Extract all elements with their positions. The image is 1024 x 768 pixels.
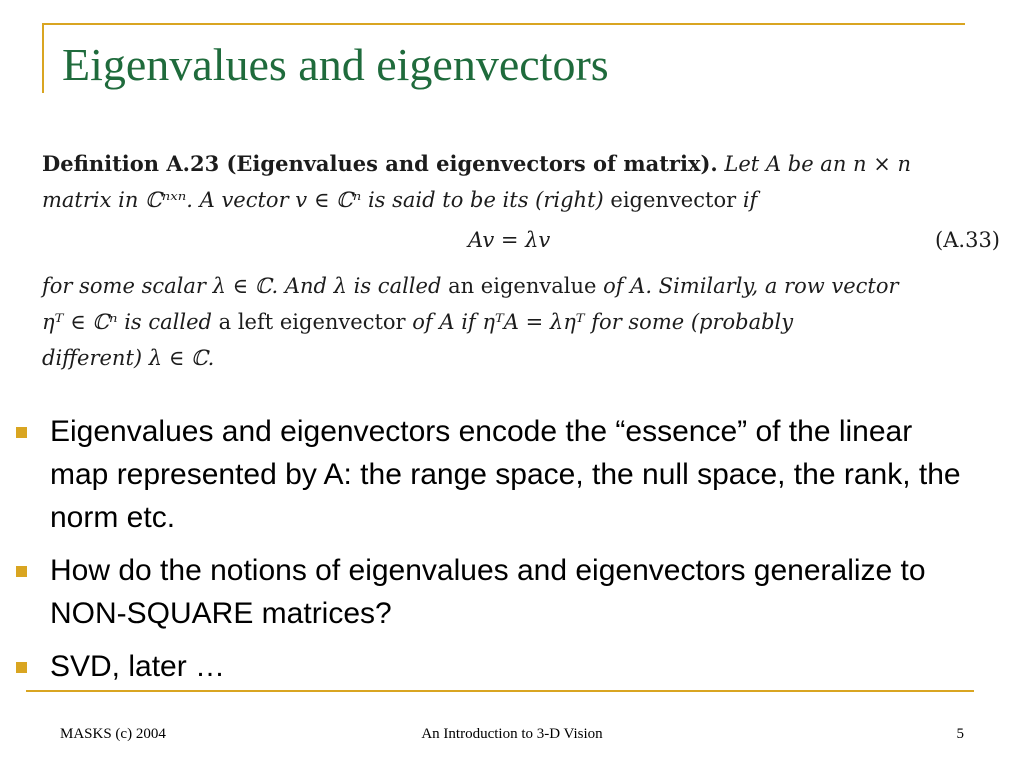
definition-line-3 <box>42 268 1010 304</box>
bottom-divider <box>26 690 974 692</box>
definition-text: of A. Similarly, a row vector <box>603 274 899 298</box>
definition-text: matrix in ℂⁿˣⁿ. A vector v ∈ ℂⁿ is said to be its (right) <box>42 188 604 212</box>
definition-block <box>42 146 1010 376</box>
definition-heading: Definition A.23 (Eigenvalues and eigenvectors of matrix). <box>42 151 718 176</box>
footer-page-number: 5 <box>956 726 964 742</box>
footer-course-title: An Introduction to 3-D Vision <box>421 726 603 742</box>
square-bullet-icon <box>16 566 27 577</box>
slide-title: Eigenvalues and eigenvectors <box>62 39 609 90</box>
definition-text: if <box>742 188 758 212</box>
bullet-text: SVD, later … <box>50 650 226 683</box>
definition-line-4 <box>42 304 1010 340</box>
definition-term-eigenvector: eigenvector <box>610 188 737 212</box>
left-border-line <box>42 23 44 93</box>
definition-text: ηᵀ ∈ ℂⁿ is called <box>42 310 212 334</box>
bullet-list <box>14 410 974 698</box>
definition-line-2 <box>42 182 1010 218</box>
bullet-text: Eigenvalues and eigenvectors encode the “essence” of the linear map represented by A: the range space, the null space, the rank, the norm etc. <box>50 415 961 534</box>
equation-number: (A.33) <box>935 228 1000 252</box>
definition-term-eigenvalue: an eigenvalue <box>448 274 597 298</box>
equation-row <box>42 218 1010 262</box>
square-bullet-icon <box>16 662 27 673</box>
definition-line-5 <box>42 340 1010 376</box>
top-border-line <box>42 23 965 25</box>
definition-text: of A if ηᵀA = ληᵀ for some (probably <box>412 310 794 334</box>
definition-text: for some scalar λ ∈ ℂ. And λ is called <box>42 274 442 298</box>
bullet-item <box>14 549 974 635</box>
bullet-item <box>14 645 974 688</box>
definition-line-1 <box>42 146 1010 182</box>
definition-text: Let A be an n × n <box>724 152 912 176</box>
footer-copyright: MASKS (c) 2004 <box>60 726 166 742</box>
equation: Av = λv <box>468 228 551 252</box>
bullet-text: How do the notions of eigenvalues and eigenvectors generalize to NON-SQUARE matrices? <box>50 554 926 630</box>
bullet-item <box>14 410 974 539</box>
definition-text: different) λ ∈ ℂ. <box>42 346 215 370</box>
square-bullet-icon <box>16 427 27 438</box>
definition-term-left-eigenvector: a left eigenvector <box>218 310 406 334</box>
